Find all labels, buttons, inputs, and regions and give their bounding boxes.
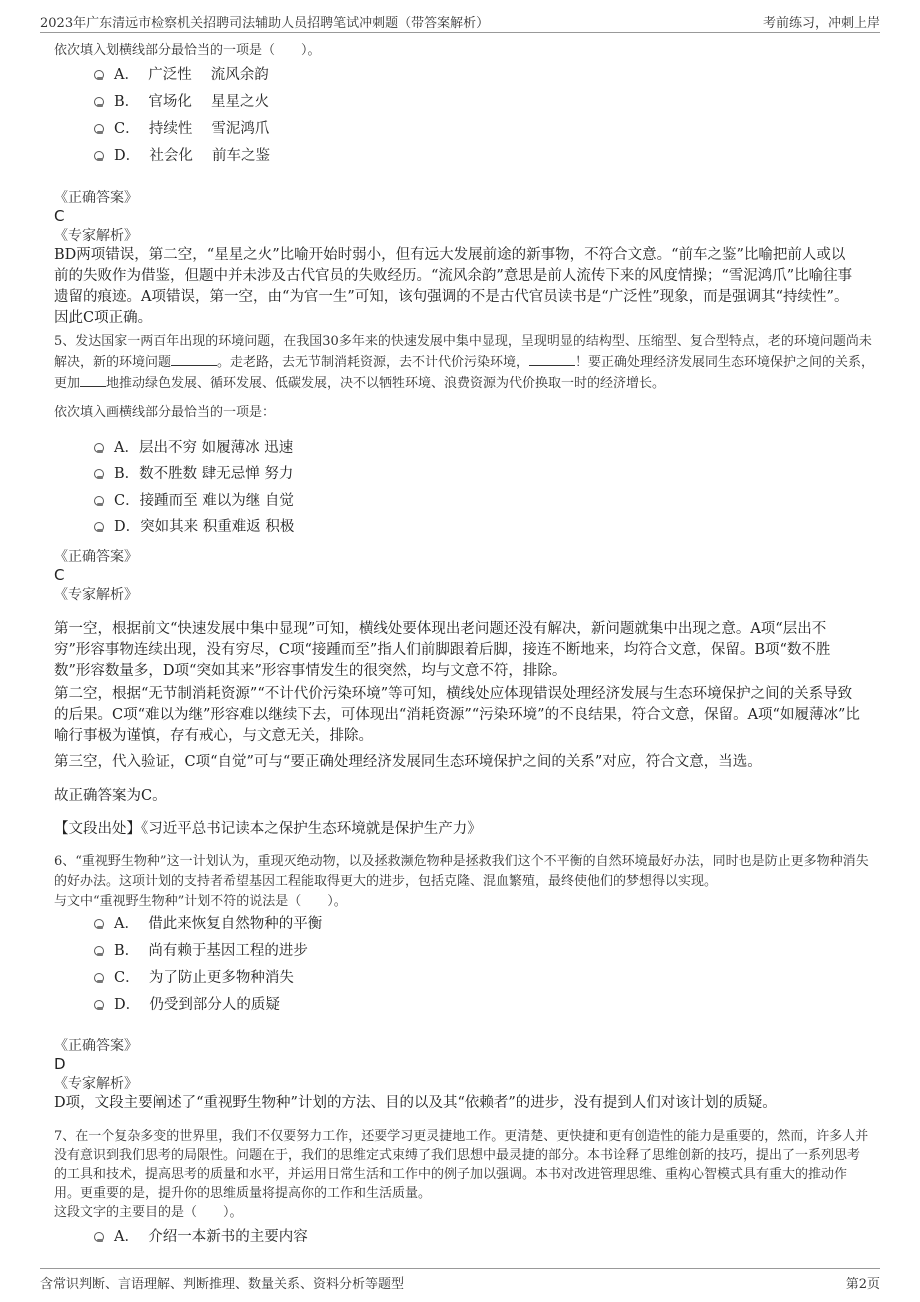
q5-stem [54, 331, 884, 394]
q5-analysis-para2 [54, 684, 884, 747]
blank-1 [171, 353, 217, 366]
radio-icon[interactable] [94, 97, 104, 107]
q5-analysis-para4: 故正确答案为C。 [54, 788, 167, 804]
radio-icon[interactable] [94, 124, 104, 134]
option-key: A． [114, 440, 139, 456]
radio-icon[interactable] [94, 522, 104, 532]
option-key: A． [114, 67, 139, 83]
q6-answer-label: 《正确答案》 [54, 1038, 138, 1054]
option-text: 数不胜数 肆无忌惮 努力 [139, 466, 294, 482]
option-text: 官场化 星星之火 [148, 94, 269, 110]
option-key: D． [114, 148, 141, 164]
option-text: 社会化 前车之鉴 [149, 148, 270, 164]
radio-icon[interactable] [94, 469, 104, 479]
option-text: 仍受到部分人的质疑 [149, 997, 280, 1013]
q5-prompt: 依次填入画横线部分最恰当的一项是： [54, 405, 276, 420]
option-key: B． [114, 94, 140, 110]
option-text: 尚有赖于基因工程的进步 [148, 943, 308, 959]
stem-text: 解决，新的环境问题 [54, 355, 172, 370]
q5-analysis-para3: 第三空，代入验证，C项“自觉”可与“要正确处理经济发展同生态环境保护之间的关系”对应，符合文意，当选。 [54, 754, 762, 770]
q4-analysis-label: 《专家解析》 [54, 228, 138, 244]
blank-2 [529, 353, 575, 366]
option-text: 接踵而至 难以为继 自觉 [139, 493, 294, 509]
radio-icon[interactable] [94, 973, 104, 983]
analysis-line: 前的失败作为借鉴，但题中并未涉及古代官员的失败经历。“流风余韵”意思是前人流传下来的风度情操；“雪泥鸿爪”比喻往事 [54, 268, 853, 284]
stem-line [54, 373, 884, 394]
blank-3 [80, 374, 106, 387]
stem-line: 没有意识到我们思考的局限性。问题在于，我们的思维定式束缚了我们思想中最灵捷的部分。本书诠释了思维创新的技巧，提出了一系列思考 [54, 1148, 861, 1163]
option-key: B． [114, 943, 140, 959]
q5-answer: C [54, 566, 65, 584]
option-text: 层出不穷 如履薄冰 迅速 [138, 440, 294, 456]
radio-icon[interactable] [94, 496, 104, 506]
radio-icon[interactable] [94, 443, 104, 453]
option-key: C． [114, 493, 140, 509]
analysis-line: 的后果。C项“难以为继”形容难以继续下去，可体现出“消耗资源”“污染环境”的不良结果，符合文意，保留。A项“如履薄冰”比 [54, 707, 860, 723]
radio-icon[interactable] [94, 151, 104, 161]
radio-icon[interactable] [94, 70, 104, 80]
analysis-line: 遗留的痕迹。A项错误，第一空，由“为官一生”可知，该句强调的不是古代官员读书是“广泛性”现象，而是强调其“持续性”。 [54, 289, 849, 305]
q7-stem [54, 1127, 884, 1222]
q6-stem [54, 852, 884, 912]
analysis-line: 穷”形容事物连续出现，没有穷尽，C项“接踵而至”指人们前脚跟着后脚，接连不断地来，均符合文意，保留。B项“数不胜 [54, 642, 831, 658]
q6-analysis: D项，文段主要阐述了“重视野生物种”计划的方法、目的以及其“依赖者”的进步，没有提到人们对该计划的质疑。 [54, 1095, 777, 1111]
analysis-line: 第二空，根据“无节制消耗资源”“不计代价污染环境”等可知，横线处应体现错误处理经济发展与生态环境保护之间的关系导致 [54, 686, 853, 702]
q5-source: 【文段出处】《习近平总书记读本之保护生态环境就是保护生产力》 [54, 821, 482, 837]
q4-answer: C [54, 207, 65, 225]
radio-icon[interactable] [94, 946, 104, 956]
q4-prompt: 依次填入划横线部分最恰当的一项是（ ）。 [54, 43, 321, 58]
q6-analysis-label: 《专家解析》 [54, 1076, 138, 1092]
header-slogan: 考前练习，冲刺上岸 [762, 16, 880, 31]
option-text: 借此来恢复自然物种的平衡 [148, 916, 323, 932]
stem-line: 的工具和技术，提高思考的质量和水平，并运用日常生活和工作中的例子加以强调。本书对改进管理思维、重构心智模式具有重大的推动作 [54, 1167, 848, 1182]
stem-line: 用。更重要的是，提升你的思维质量将提高你的工作和生活质量。 [54, 1186, 432, 1201]
stem-text: ！要正确处理经济发展同生态环境保护之间的关系， [575, 355, 875, 370]
stem-line: 6、“重视野生物种”这一计划认为，重现灭绝动物，以及拯救濒危物种是拯救我们这个不平衡的自然环境最好办法，同时也是防止更多物种消失 [54, 854, 869, 869]
q5-analysis-label: 《专家解析》 [54, 587, 138, 603]
page-header [40, 10, 880, 33]
stem-line: 7、在一个复杂多变的世界里，我们不仅要努力工作，还要学习更灵捷地工作。更清楚、更快捷和更有创造性的能力是重要的，然而，许多人并 [54, 1129, 869, 1144]
q5-analysis-para1 [54, 619, 884, 682]
analysis-line: 数”形容数量多，D项“突如其来”形容事情发生的很突然，均与文意不符，排除。 [54, 663, 567, 679]
option-text: 持续性 雪泥鸿爪 [148, 121, 270, 137]
page-footer [40, 1268, 880, 1293]
option-key: A． [114, 916, 139, 932]
stem-line: 这段文字的主要目的是（ ）。 [54, 1205, 243, 1220]
q6-answer: D [54, 1055, 66, 1073]
option-text: 为了防止更多物种消失 [148, 970, 294, 986]
option-key: C． [114, 121, 140, 137]
option-key: D． [114, 997, 141, 1013]
footer-note: 含常识判断、言语理解、判断推理、数量关系、资料分析等题型 [40, 1277, 405, 1292]
option-key: A． [114, 1229, 139, 1245]
stem-text: 地推动绿色发展、循环发展、低碳发展，决不以牺牲环境、浪费资源为代价换取一时的经济增长。 [106, 376, 666, 391]
stem-text: 更加 [54, 376, 81, 391]
page-number: 第2页 [845, 1277, 880, 1292]
stem-line: 的好办法。这项计划的支持者希望基因工程能取得更大的进步，包括克隆、混血繁殖，最终使他们的梦想得以实现。 [54, 874, 718, 889]
analysis-line: 因此C项正确。 [54, 310, 153, 326]
option-key: C． [114, 970, 140, 986]
option-key: D． [114, 519, 141, 535]
q5-answer-label: 《正确答案》 [54, 549, 138, 565]
q4-analysis [54, 245, 884, 329]
analysis-line: 喻行事极为谨慎，存有戒心，与文意无关，排除。 [54, 728, 373, 744]
stem-line [54, 352, 884, 373]
stem-text: 。走老路，去无节制消耗资源，去不计代价污染环境， [217, 355, 530, 370]
option-text: 突如其来 积重难返 积极 [140, 519, 295, 535]
stem-line: 与文中“重视野生物种”计划不符的说法是（ ）。 [54, 894, 347, 909]
stem-line: 5、发达国家一两百年出现的环境问题，在我国30多年来的快速发展中集中显现，呈现明显的结构型、压缩型、复合型特点，老的环境问题尚未 [54, 334, 872, 349]
radio-icon[interactable] [94, 1232, 104, 1242]
analysis-line: 第一空，根据前文“快速发展中集中显现”可知，横线处要体现出老问题还没有解决，新问题就集中出现之意。A项“层出不 [54, 621, 827, 637]
option-text: 广泛性 流风余韵 [148, 67, 269, 83]
q4-answer-label: 《正确答案》 [54, 190, 138, 206]
option-text: 介绍一本新书的主要内容 [148, 1229, 308, 1245]
radio-icon[interactable] [94, 1000, 104, 1010]
radio-icon[interactable] [94, 919, 104, 929]
header-title: 2023年广东清远市检察机关招聘司法辅助人员招聘笔试冲刺题（带答案解析） [40, 16, 490, 31]
option-key: B． [114, 466, 140, 482]
analysis-line: BD两项错误，第二空，“星星之火”比喻开始时弱小，但有远大发展前途的新事物，不符合文意。“前车之鉴”比喻把前人或以 [54, 247, 846, 263]
